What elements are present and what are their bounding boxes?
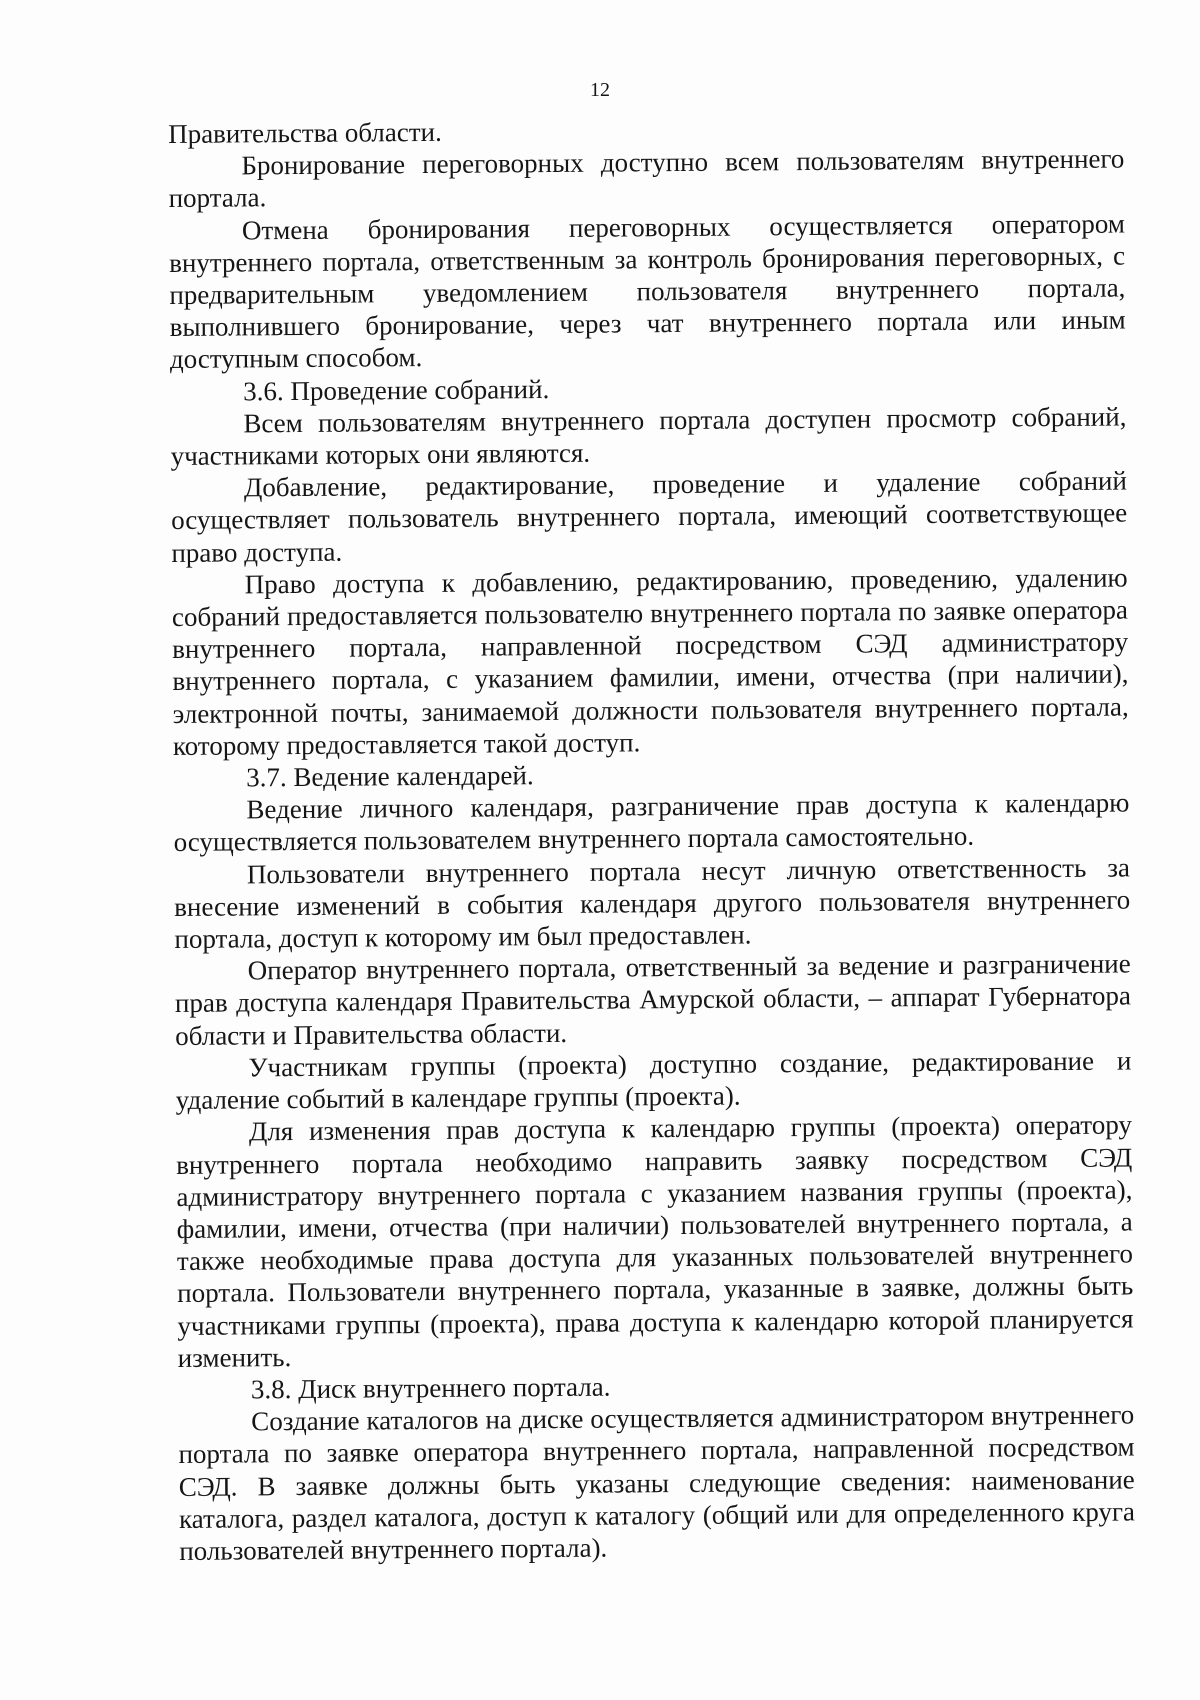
paragraph-disk-catalogs: Создание каталогов на диске осуществляется администратором внутреннего портала по заявке оператора внутреннего портала, направленной посредством СЭД. В заявке должны быть указаны следующие сведения: наименование каталога, раздел каталога, доступ к каталогу (общий или для определенного круга пользователей внутреннего портала). bbox=[178, 1399, 1136, 1566]
paragraph-booking-cancellation: Отмена бронирования переговорных осуществляется оператором внутреннего портала, ответственным за контроль бронирования переговорных, с предварительным уведомлением пользователя внутреннего портала, выполнившего бронирование, через чат внутреннего портала или иным доступным способом. bbox=[169, 208, 1126, 375]
paragraph-meetings-manage: Добавление, редактирование, проведение и удаление собраний осуществляет пользователь внутреннего портала, имеющий соответствующее право доступа. bbox=[171, 465, 1128, 568]
document-body bbox=[168, 110, 1135, 1567]
paragraph-government-calendar-operator: Оператор внутреннего портала, ответственный за ведение и разграничение прав доступа календаря Правительства Амурской области, – аппарат Губернатора области и Правительства области. bbox=[174, 948, 1132, 1051]
paragraph-group-calendar-events: Участникам группы (проекта) доступно создание, редактирование и удаление событий в календаре группы (проекта). bbox=[175, 1045, 1132, 1116]
section-heading-disk: 3.8. Диск внутреннего портала. bbox=[250, 1371, 611, 1405]
paragraph-calendar-responsibility: Пользователи внутреннего портала несут личную ответственность за внесение изменений в события календаря другого пользователя внутреннего портала, доступ к которому им был предоставлен. bbox=[174, 852, 1131, 955]
page-number: 12 bbox=[590, 79, 610, 101]
paragraph-group-calendar-access: Для изменения прав доступа к календарю группы (проекта) оператору внутреннего портала необходимо направить заявку посредством СЭД администратору внутреннего портала с указанием названия группы (проекта), фамилии, имени, отчества (при наличии) пользователей внутреннего портала, а также необходимые права доступа для указанных пользователей внутреннего портала. Пользователи внутреннего портала, указанные в заявке, должны быть участниками группы (проекта), права доступа к календарю которой планируется изменить. bbox=[176, 1109, 1134, 1373]
section-heading-calendars: 3.7. Ведение календарей. bbox=[246, 760, 534, 793]
paragraph-continuation: Правительства области. bbox=[168, 116, 442, 149]
paragraph-meetings-access-request: Право доступа к добавлению, редактированию, проведению, удалению собраний предоставляется пользователю внутреннего портала по заявке оператора внутреннего портала, направленной посредством СЭД администратору внутреннего портала, с указанием фамилии, имени, отчества (при наличии), электронной почты, занимаемой должности пользователя внутреннего портала, которому предоставляется такой доступ. bbox=[171, 562, 1129, 761]
paragraph-personal-calendar: Ведение личного календаря, разграничение прав доступа к календарю осуществляется пользователем внутреннего портала самостоятельно. bbox=[173, 787, 1130, 858]
section-heading-meetings: 3.6. Проведение собраний. bbox=[243, 373, 550, 407]
paragraph-meetings-view: Всем пользователям внутреннего портала доступен просмотр собраний, участниками которых они являются. bbox=[170, 401, 1127, 472]
paragraph-booking-availability: Бронирование переговорных доступно всем пользователям внутреннего портала. bbox=[168, 143, 1125, 214]
